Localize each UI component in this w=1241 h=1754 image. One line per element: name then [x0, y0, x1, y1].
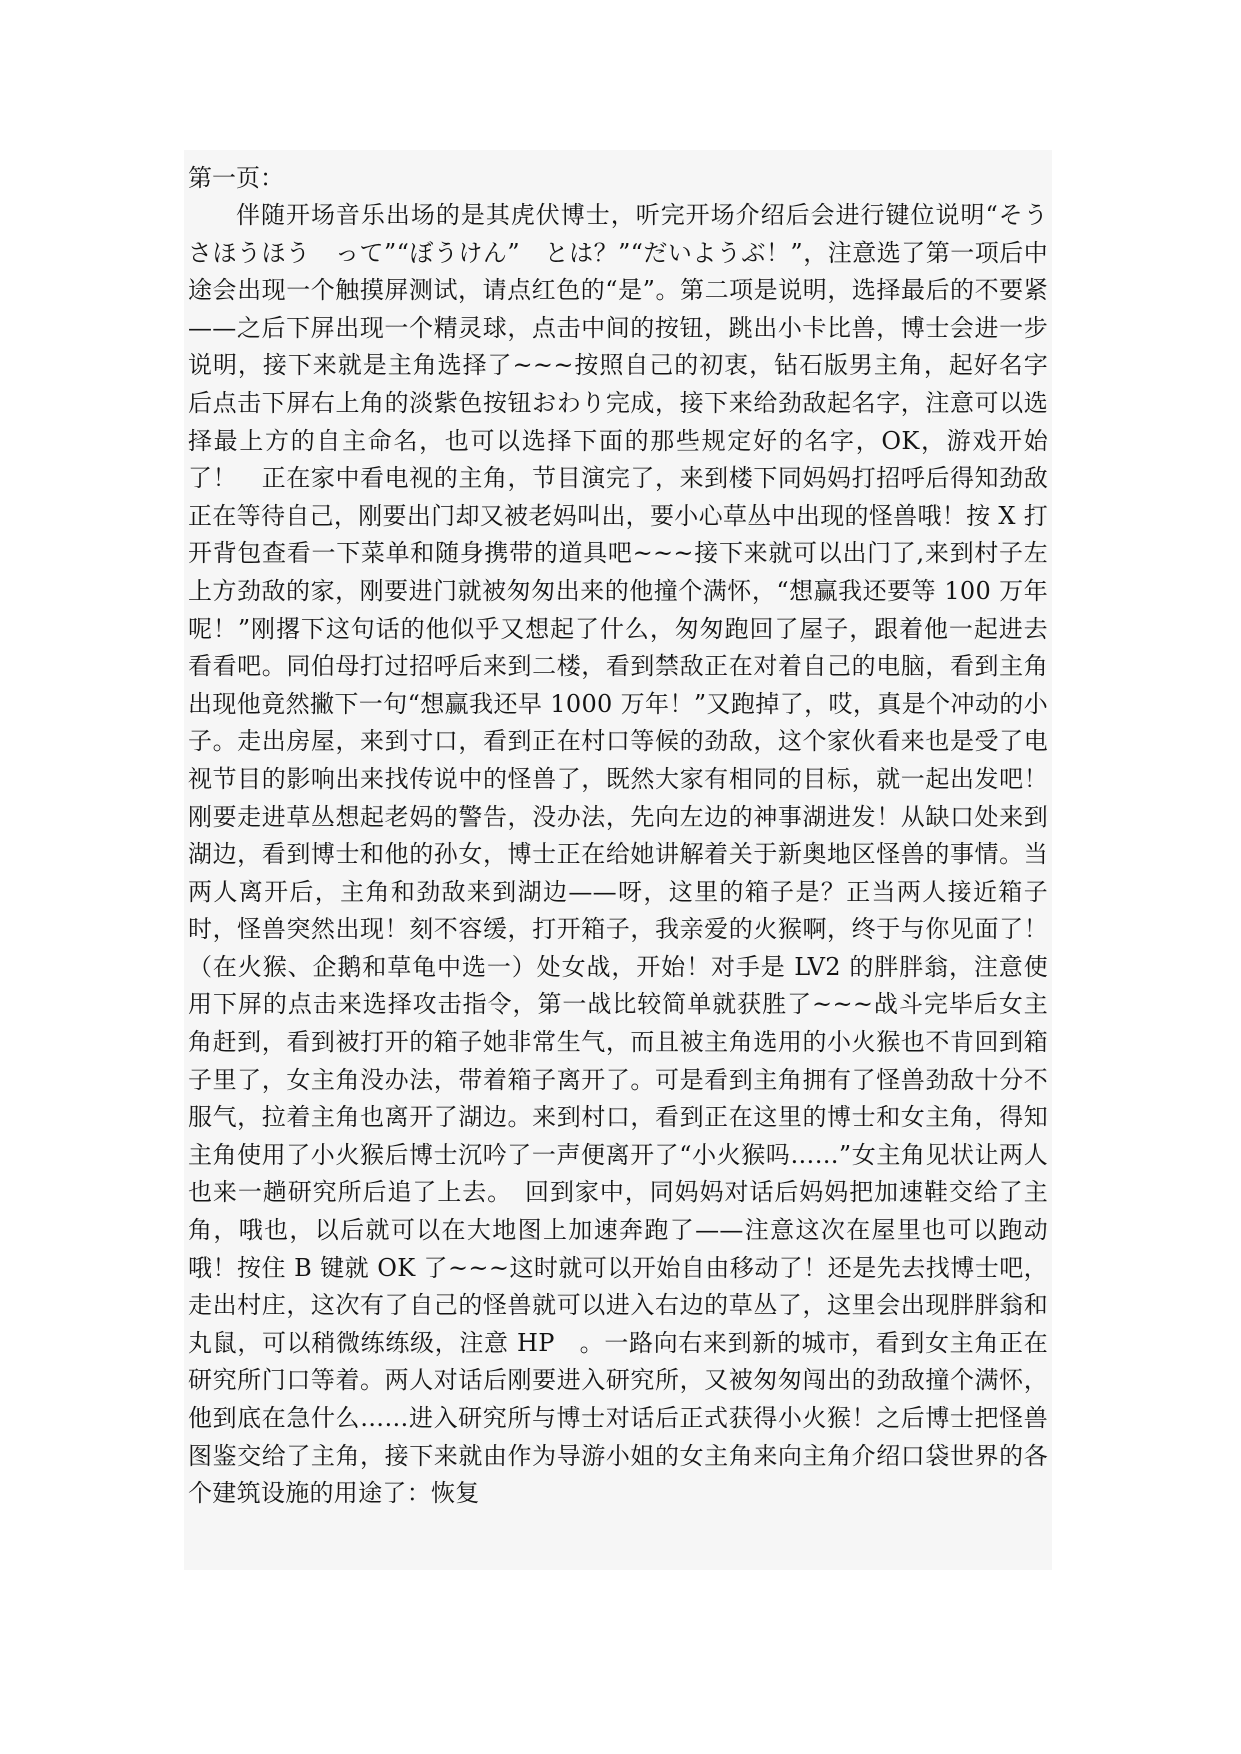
text-block — [184, 150, 1052, 1570]
body-paragraph: 伴随开场音乐出场的是其虎伏博士，听完开场介绍后会进行键位说明“そうさほうほう って”“ぼうけん” とは？”“だいようぶ！”，注意选了第一项后中途会出现一个触摸屏测试，请点红色的“是”。第二项是说明，选择最后的不要紧——之后下屏出现一个精灵球，点击中间的按钮，跳出小卡比兽，博士会进一步说明，接下来就是主角选择了~~~按照自己的初衷，钻石版男主角，起好名字后点击下屏右上角的淡紫色按钮おわり完成，接下来给劲敌起名字，注意可以选择最上方的自主命名，也可以选择下面的那些规定好的名字，OK，游戏开始了！ 正在家中看电视的主角，节目演完了，来到楼下同妈妈打招呼后得知劲敌正在等待自己，刚要出门却又被老妈叫出，要小心草丛中出现的怪兽哦！按 X 打开背包查看一下菜单和随身携带的道具吧~~~接下来就可以出门了,来到村子左上方劲敌的家，刚要进门就被匆匆出来的他撞个满怀，“想赢我还要等 100 万年呢！”刚撂下这句话的他似乎又想起了什么，匆匆跑回了屋子，跟着他一起进去看看吧。同伯母打过招呼后来到二楼，看到禁敌正在对着自己的电脑，看到主角出现他竟然撇下一句“想赢我还早 1000 万年！”又跑掉了，哎，真是个冲动的小子。走出房屋，来到寸口，看到正在村口等候的劲敌，这个家伙看来也是受了电视节目的影响出来找传说中的怪兽了，既然大家有相同的目标，就一起出发吧！刚要走进草丛想起老妈的警告，没办法，先向左边的神事湖进发！从缺口处来到湖边，看到博士和他的孙女，博士正在给她讲解着关于新奥地区怪兽的事情。当两人离开后，主角和劲敌来到湖边——呀，这里的箱子是？正当两人接近箱子时，怪兽突然出现！刻不容缓，打开箱子，我亲爱的火猴啊，终于与你见面了！（在火猴、企鹅和草龟中选一）处女战，开始！对手是 LV2 的胖胖翁，注意使用下屏的点击来选择攻击指令，第一战比较简单就获胜了~~~战斗完毕后女主角赶到，看到被打开的箱子她非常生气，而且被主角选用的小火猴也不肯回到箱子里了，女主角没办法，带着箱子离开了。可是看到主角拥有了怪兽劲敌十分不服气，拉着主角也离开了湖边。来到村口，看到正在这里的博士和女主角，得知主角使用了小火猴后博士沉吟了一声便离开了“小火猴吗……”女主角见状让两人也来一趟研究所后追了上去。 回到家中，同妈妈对话后妈妈把加速鞋交给了主角，哦也，以后就可以在大地图上加速奔跑了——注意这次在屋里也可以跑动哦！按住 B 键就 OK 了~~~这时就可以开始自由移动了！还是先去找博士吧，走出村庄，这次有了自己的怪兽就可以进入右边的草丛了，这里会出现胖胖翁和丸鼠，可以稍微练练级，注意 HP 。一路向右来到新的城市，看到女主角正在研究所门口等着。两人对话后刚要进入研究所，又被匆匆闯出的劲敌撞个满怀，他到底在急什么……进入研究所与博士对话后正式获得小火猴！之后博士把怪兽图鉴交给了主角，接下来就由作为导游小姐的女主角来向主角介绍口袋世界的各个建筑设施的用途了：恢复 — [188, 201, 1048, 1508]
page-heading: 第一页： — [188, 164, 284, 192]
